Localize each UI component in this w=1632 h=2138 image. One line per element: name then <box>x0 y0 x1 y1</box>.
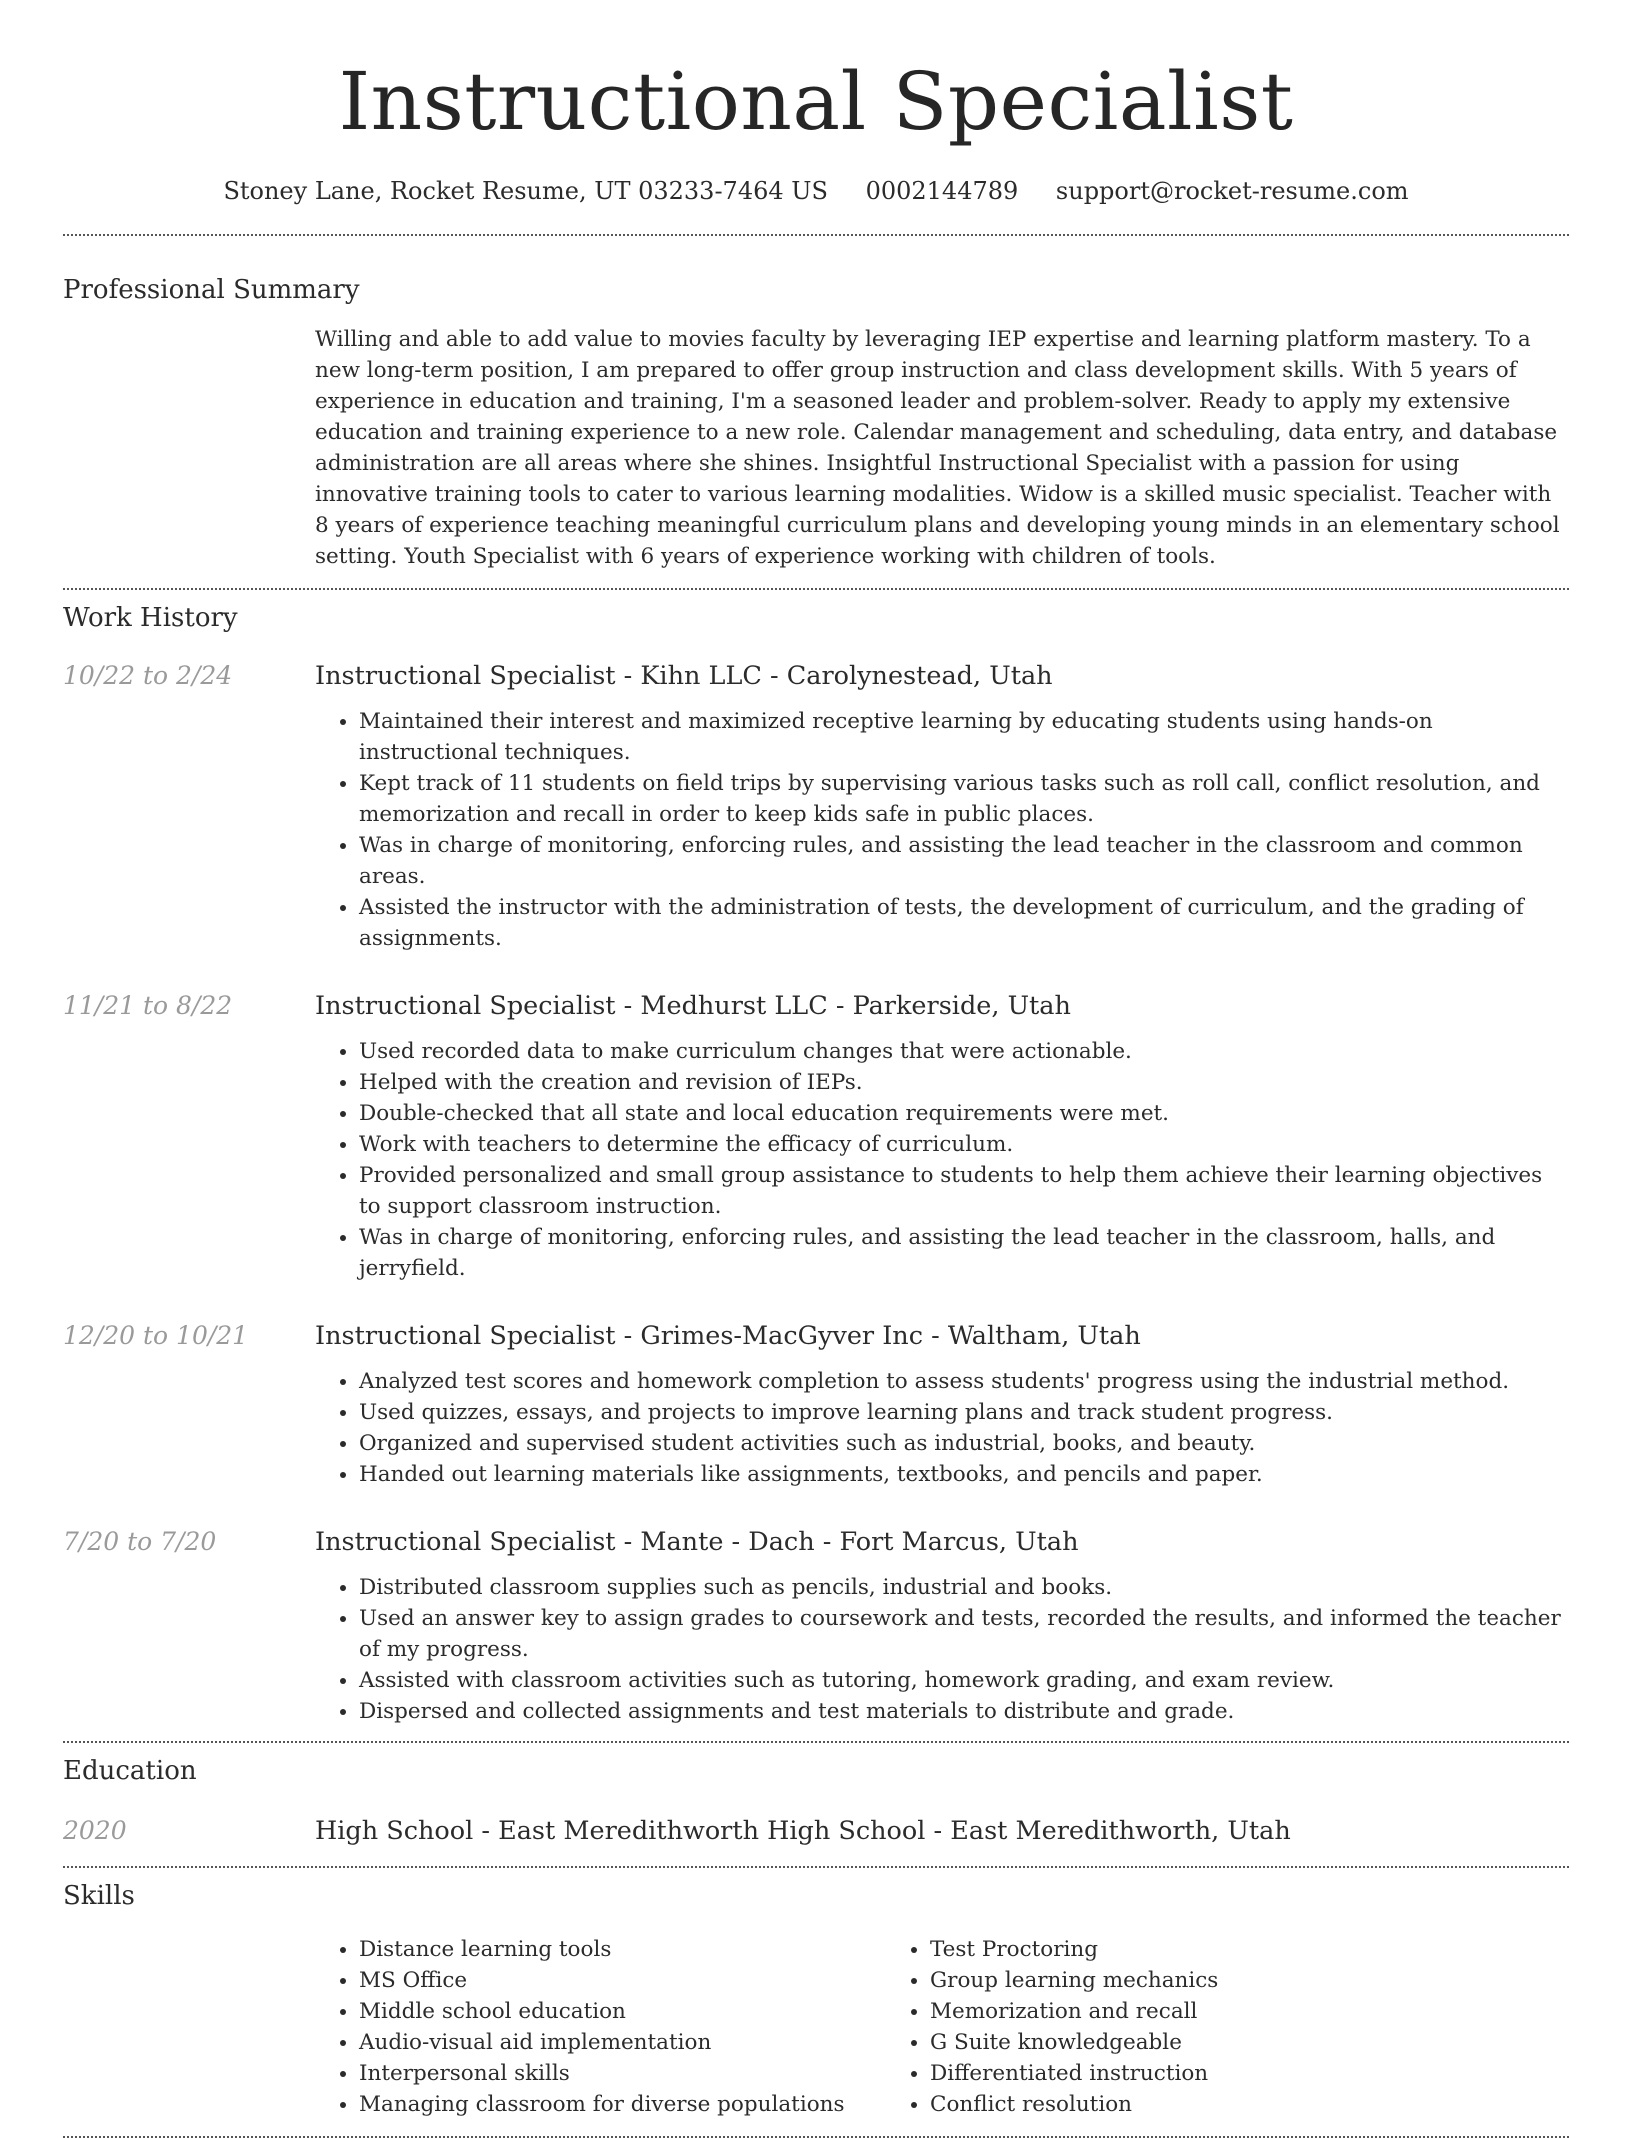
skill-item: • Test Proctoring <box>930 1934 1218 1965</box>
skill-item: • Managing classroom for diverse populations <box>359 2089 886 2120</box>
job-bullet: • Maintained their interest and maximized receptive learning by educating students using hands-on instructional techniques. <box>359 706 1569 768</box>
section-title-work: Work History <box>63 603 238 633</box>
section-title-summary: Professional Summary <box>63 275 360 305</box>
job-bullet: • Handed out learning materials like assignments, textbooks, and pencils and paper. <box>359 1459 1569 1490</box>
job-dates: 11/21 to 8/22 <box>63 991 233 1020</box>
work-history-list <box>63 658 1569 1727</box>
job-bullet: • Kept track of 11 students on field trips by supervising various tasks such as roll call, conflict resolution, and memorization and recall in order to keep kids safe in public places. <box>359 768 1569 830</box>
job-entry <box>63 988 1569 1284</box>
job-bullet: • Used an answer key to assign grades to coursework and tests, recorded the results, and informed the teacher of my progress. <box>359 1603 1569 1665</box>
education-entry <box>63 1813 1569 1849</box>
contact-line <box>63 174 1569 208</box>
skills-column-right <box>886 1934 1218 2120</box>
job-bullet: • Was in charge of monitoring, enforcing rules, and assisting the lead teacher in the classroom and common areas. <box>359 830 1569 892</box>
candidate-name: Instructional Specialist <box>338 55 1294 148</box>
job-bullet: • Provided personalized and small group assistance to students to help them achieve their learning objectives to support classroom instruction. <box>359 1160 1569 1222</box>
skill-item: • Memorization and recall <box>930 1996 1218 2027</box>
skill-item: • Differentiated instruction <box>930 2058 1218 2089</box>
resume-page <box>63 0 1569 2138</box>
skill-item: • Middle school education <box>359 1996 886 2027</box>
job-bullet: • Assisted the instructor with the administration of tests, the development of curriculum, and the grading of assignments. <box>359 892 1569 954</box>
skill-item: • MS Office <box>359 1965 886 1996</box>
job-bullet: • Assisted with classroom activities such as tutoring, homework grading, and exam review. <box>359 1665 1569 1696</box>
job-bullet: • Distributed classroom supplies such as pencils, industrial and books. <box>359 1572 1569 1603</box>
job-bullets <box>315 1036 1569 1284</box>
job-bullet: • Dispersed and collected assignments and test materials to distribute and grade. <box>359 1696 1569 1727</box>
job-dates: 12/20 to 10/21 <box>63 1321 249 1350</box>
job-title: Instructional Specialist - Mante - Dach - Fort Marcus, Utah <box>315 1527 1079 1557</box>
job-bullet: • Analyzed test scores and homework completion to assess students' progress using the industrial method. <box>359 1366 1569 1397</box>
skill-item: • Conflict resolution <box>930 2089 1218 2120</box>
job-entry <box>63 1524 1569 1727</box>
job-bullet: • Used quizzes, essays, and projects to improve learning plans and track student progress. <box>359 1397 1569 1428</box>
job-entry <box>63 1318 1569 1490</box>
job-dates: 10/22 to 2/24 <box>63 661 233 690</box>
divider <box>63 1741 1569 1743</box>
job-bullets <box>315 1366 1569 1490</box>
section-title-skills: Skills <box>63 1881 135 1911</box>
skill-item: • Audio-visual aid implementation <box>359 2027 886 2058</box>
job-bullet: • Used recorded data to make curriculum changes that were actionable. <box>359 1036 1569 1067</box>
summary-text: Willing and able to add value to movies faculty by leveraging IEP expertise and learning platform mastery. To a new long-term position, I am prepared to offer group instruction and class development skills. With 5 years of experience in education and training, I'm a seasoned leader and problem-solver. Ready to apply my extensive education and training experience to a new role. Calendar management and scheduling, data entry, and database administration are all areas where she shines. Insightful Instructional Specialist with a passion for using innovative training tools to cater to various learning modalities. Widow is a skilled music specialist. Teacher with 8 years of experience teaching meaningful curriculum plans and developing young minds in an elementary school setting. Youth Specialist with 6 years of experience working with children of tools. <box>315 327 1560 569</box>
job-title: Instructional Specialist - Medhurst LLC - Parkerside, Utah <box>315 991 1071 1021</box>
job-bullet: • Was in charge of monitoring, enforcing rules, and assisting the lead teacher in the classroom, halls, and jerryfield. <box>359 1222 1569 1284</box>
skills-column-left <box>315 1934 886 2120</box>
job-bullets <box>315 706 1569 954</box>
skill-item: • Group learning mechanics <box>930 1965 1218 1996</box>
job-bullets <box>315 1572 1569 1727</box>
skills-list <box>315 1934 1569 2120</box>
skill-item: • Interpersonal skills <box>359 2058 886 2089</box>
contact-phone: 0002144789 <box>865 177 1019 205</box>
job-bullet: • Helped with the creation and revision of IEPs. <box>359 1067 1569 1098</box>
skill-item: • G Suite knowledgeable <box>930 2027 1218 2058</box>
section-title-education: Education <box>63 1756 197 1786</box>
job-title: Instructional Specialist - Grimes-MacGyver Inc - Waltham, Utah <box>315 1321 1141 1351</box>
job-dates: 7/20 to 7/20 <box>63 1527 217 1556</box>
divider <box>63 234 1569 236</box>
education-degree: High School - East Meredithworth High School - East Meredithworth, Utah <box>315 1816 1291 1846</box>
divider <box>63 588 1569 590</box>
job-bullet: • Work with teachers to determine the efficacy of curriculum. <box>359 1129 1569 1160</box>
skill-item: • Distance learning tools <box>359 1934 886 1965</box>
job-entry <box>63 658 1569 954</box>
job-title: Instructional Specialist - Kihn LLC - Carolynestead, Utah <box>315 661 1053 691</box>
education-year: 2020 <box>63 1816 127 1845</box>
divider <box>63 1866 1569 1868</box>
contact-email[interactable]: support@rocket-resume.com <box>1055 177 1409 205</box>
job-bullet: • Double-checked that all state and local education requirements were met. <box>359 1098 1569 1129</box>
contact-address: Stoney Lane, Rocket Resume, UT 03233-7464 US <box>223 177 828 205</box>
job-bullet: • Organized and supervised student activities such as industrial, books, and beauty. <box>359 1428 1569 1459</box>
